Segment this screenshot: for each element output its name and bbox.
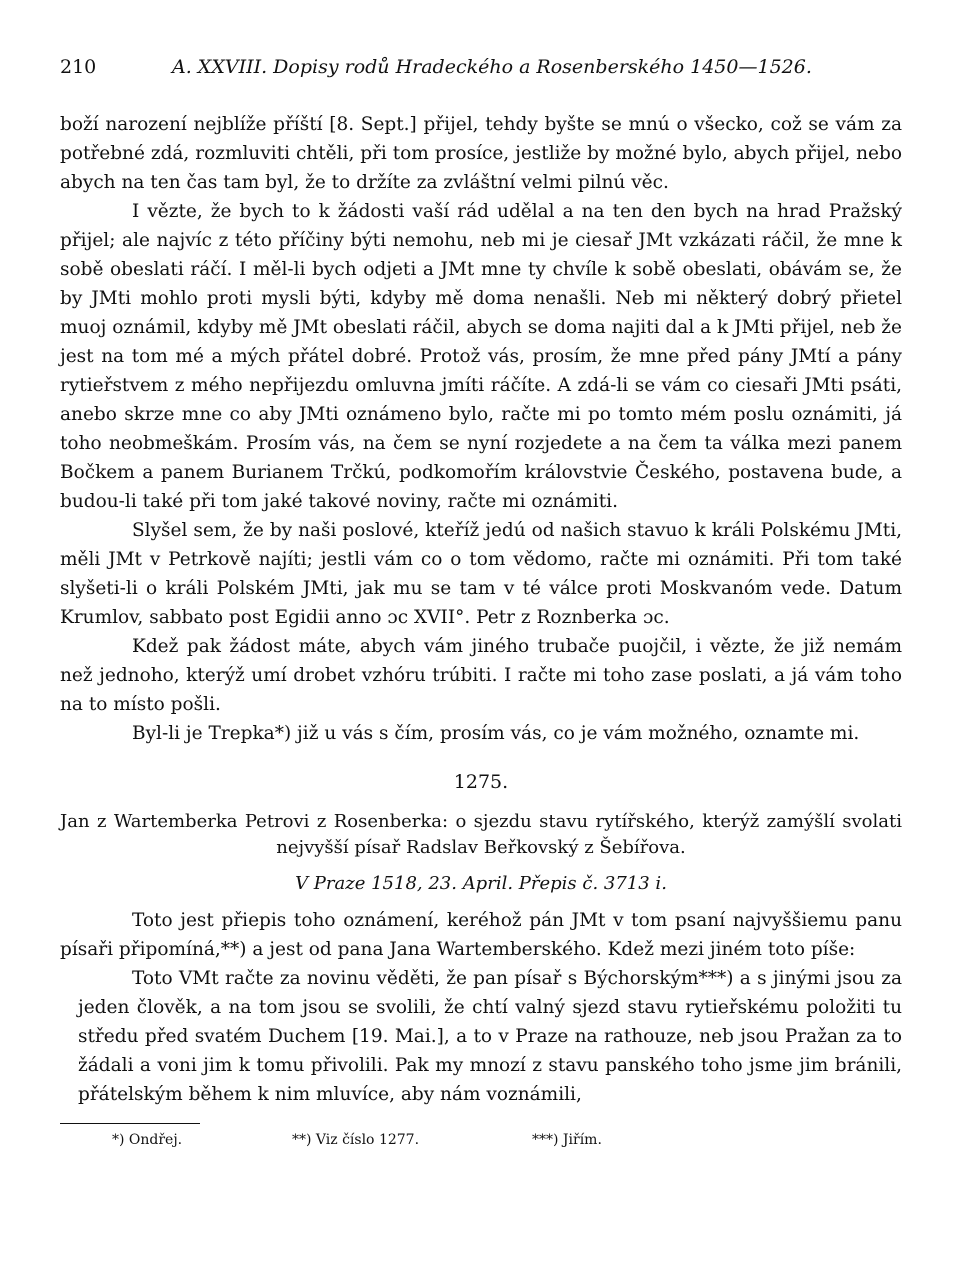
quoted-text: Toto VMt račte za novinu věděti, že pan písař s Býchorským***) a s jinými jsou za jeden člověk, a na tom jsou se svolili, že chtí valný sjezd stavu rytieřskému položiti tu středu před svatém Duchem [19. Mai.], a to v Praze na rathouze, neb jsou Pražan za to žádali a voni jim k tomu přivolili. Pak my mnozí z stavu panského toho jsme jim bránili, přátelským během k nim mluvíce, aby nám voznámili, [78,968,902,1105]
quoted-letter [60,964,902,1109]
page-header [60,56,902,84]
document-number: 1275. [453,771,509,793]
page-body [60,110,902,1109]
book-page [60,56,902,1148]
page-number: 210 [60,56,97,78]
footnote: *) Ondřej. [112,1132,183,1148]
footnote: ***) Jiřím. [532,1132,602,1148]
paragraph: Byl-li je Trepka*) již u vás s čím, prosím vás, co je vám možného, oznamte mi. [132,723,860,744]
document-source: V Praze 1518, 23. April. Přepis č. 3713 i. [295,873,667,894]
footnote-rule [60,1123,200,1124]
paragraph: I vězte, že bych to k žádosti vaší rád udělal a na ten den bych na hrad Pražský přijel; ale najvíc z této příčiny býti nemohu, neb mi je ciesař JMt vzkázati ráčil, že mne k sobě obeslati ráčí. I měl-li bych odjeti a JMt mne ty chvíle k sobě obeslati, obávám se, že by JMti mohlo proti mysli býti, kdyby mě doma nenašli. Neb mi některý dobrý přietel muoj oznámil, kdyby mě JMt obeslati ráčil, abych se doma najiti dal a k JMti přijel, neb že jest na tom mé a mých přátel dobré. Protož vás, prosím, že mne před pány JMtí a pány rytieřstvem z mého nepřijezdu omluvna jmíti ráčíte. A zdá-li se vám co ciesaři JMti psáti, anebo skrze mne co aby JMti oznámeno bylo, račte mi po tomto mém poslu oznámiti, já toho neobmeškám. Prosím vás, na čem se nyní rozjedete a na čem ta válka mezi panem Bočkem a panem Burianem Trčkú, podkomořím královstvie Českého, postavena bude, a budou-li také při tom jaké takové noviny, račte mi oznámiti. [60,201,902,512]
document-regest: Jan z Wartemberka Petrovi z Rosenberka: o sjezdu stavu rytířského, kterýž zamýšlí svolati nejvyšší písař Radslav Beřkovský z Šebířova. [60,811,902,858]
paragraph-continuation: boží narození nejblíže příští [8. Sept.] přijel, tehdy byšte se mnú o všecko, což se vám za potřebné zdá, rozmluviti chtěli, při tom prosíce, jestliže by možné bylo, abych přijel, nebo abych na ten čas tam byl, že to držíte za zvláštní velmi pilnú věc. [60,114,902,193]
running-title: A. XXVIII. Dopisy rodů Hradeckého a Rosenberského 1450—1526. [172,56,812,78]
paragraph: Kdež pak žádost máte, abych vám jiného trubače puojčil, i vězte, že již nemám než jednoho, kterýž umí drobet vzhóru trúbiti. I račte mi toho zase poslati, a já vám toho na to místo pošli. [60,636,902,715]
footnotes [60,1132,902,1148]
paragraph: Slyšel sem, že by naši poslové, kteříž jedú od našich stavuo k králi Polskému JMti, měli JMt v Petrkově najíti; jestli vám co o tom vědomo, račte mi oznámiti. Při tom také slyšeti-li o králi Polském JMti, jak mu se tam v té válce proti Moskvanóm vede. Datum Krumlov, sabbato post Egidii anno ɔc XVII°. Petr z Roznberka ɔc. [60,520,902,628]
document-intro: Toto jest přiepis toho oznámení, keréhož pán JMt v tom psaní najvyššiemu panu písaři připomíná,**) a jest od pana Jana Wartemberského. Kdež mezi jiném toto píše: [60,910,902,960]
footnote: **) Viz číslo 1277. [292,1132,420,1148]
